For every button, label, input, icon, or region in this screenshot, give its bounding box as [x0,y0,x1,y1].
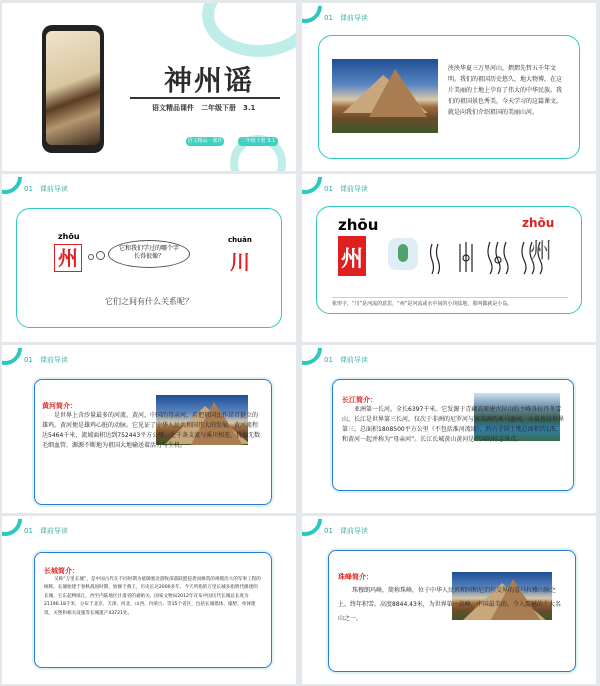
intro-text: 泱泱华夏三万里河山，熠熠先哲五千年文明。我们的祖国历史悠久，地大物博，在这片美丽的土地上孕育了伟大的中华民族。我们的祖国景色秀美，今天学习的这篇课文，就是向我们介绍祖国的美丽山河。 [448,65,563,116]
slide-yellow-river[interactable] [2,345,296,513]
pinyin-chuan: chuān [228,236,252,244]
phone-screen-image [46,31,100,145]
slide-character-evolution[interactable] [302,174,596,342]
cover-subtitle: 语文精品课件 二年级下册 3.1 [152,104,256,112]
phone-mockup [42,25,104,153]
cover-corner-shape [202,3,296,57]
pinyin-zhou: zhōu [58,232,80,241]
card-heading: 黄河简介： [42,402,77,410]
slide-everest[interactable] [302,516,596,684]
card-heading: 长城简介： [44,567,79,575]
island-map-icon [388,238,418,270]
ancient-script-forms [426,236,576,276]
cover-title: 神州谣 [164,64,255,97]
thought-dot-small [88,254,94,260]
mountain-image [332,59,438,133]
pinyin-left: zhōu [338,216,379,234]
char-left: 州 [340,247,363,272]
cover-button-right[interactable]: 二年级下册 3.1 [238,137,278,146]
card-body: 是世界上含沙量最多的河流。黄河，中国的母亲河，若把祖国比作昂首挺立的雄鸡，黄河便是雄鸡心脏的动脉。它见证了中华人民共和国伟大的发展。黄河流程达5464千米，流域面积达到752443平方公里，上千条支流与溪川相连，犹如无数毛细血管，源源不断地为祖国大地输送着活力与生机。 [42,412,261,449]
slide-great-wall[interactable] [2,516,296,684]
cover-title-bar [130,97,280,99]
cover-button-left[interactable]: 语文精品 · 课件 [187,138,223,144]
char-right: 州 [530,239,553,264]
char-zhou: 州 [54,244,82,272]
card-body: 又称“万里长城”，是中国古代在不同时期为抵御塞北游牧部落联盟侵袭而修筑的规模浩大的军事工程的统称。长城始建于春秋战国时期，始修于燕王，历史长达2000多年。今天所指的万里长城多指明代修建的长城，它东起鸭绿江，西至内陆地区甘肃省的嘉峪关。国家文物局2012年宣布中国历代长城总长度为21196.18千米，分布于北京、天津、河北、山西、内蒙古、等15个省区，包括长城墙体、壕堑、单体建筑、关堡和相关设施等长城遗产43721处。 [44,577,261,616]
slide-intro[interactable] [302,3,596,171]
card-body: 珠穆朗玛峰，简称珠峰，位于中华人民共和国和尼泊尔交界的喜马拉雅山脉之上，终年积雪。高度8844.43米，为世界第一高峰，中国最美的、令人震撼的十大名山之一。 [338,587,561,622]
pinyin-right: zhōu [522,216,555,230]
slide-tag: 01 课前导读 [24,185,68,193]
slide-tag: 01 课前导读 [324,527,368,535]
slide-tag: 01 课前导读 [324,356,368,364]
slide-cover[interactable] [2,3,296,171]
card-body: 亚洲第一长河，全长6397千米。它发源于青藏高原唐古拉山的主峰各拉丹冬雪山，长江是世界第三长河，仅次于非洲的尼罗河与南美洲的亚马逊河，水量也是世界第三。总面积1808500平方公里（不包括淮河流域），约占全国土地总面积的1/5，和黄河一起并称为“母亲河”。长江长城黄山黄河是中国的标志景点。 [342,406,565,443]
card-heading: 珠峰简介： [338,573,373,581]
relation-question: 它们之间有什么关系呢？ [105,297,193,306]
thought-dot-large [96,251,105,260]
slide-tag: 01 课前导读 [324,14,368,22]
slide-yangtze-river[interactable] [302,345,596,513]
slide-tag: 01 课前导读 [24,356,68,364]
char-chuan: 川 [230,250,250,274]
thought-bubble: 它和我们学过的哪个字长得很像？ [108,240,190,268]
slide-tag: 01 课前导读 [24,527,68,535]
slide-tag: 01 课前导读 [324,185,368,193]
slide-character-compare[interactable] [2,174,296,342]
card-heading: 长江简介： [342,396,377,404]
evolution-caption: 象形字，“川”是河流的意思，“州”是河流或水中间的小块陆地，那叫做就是小岛。 [332,297,568,307]
